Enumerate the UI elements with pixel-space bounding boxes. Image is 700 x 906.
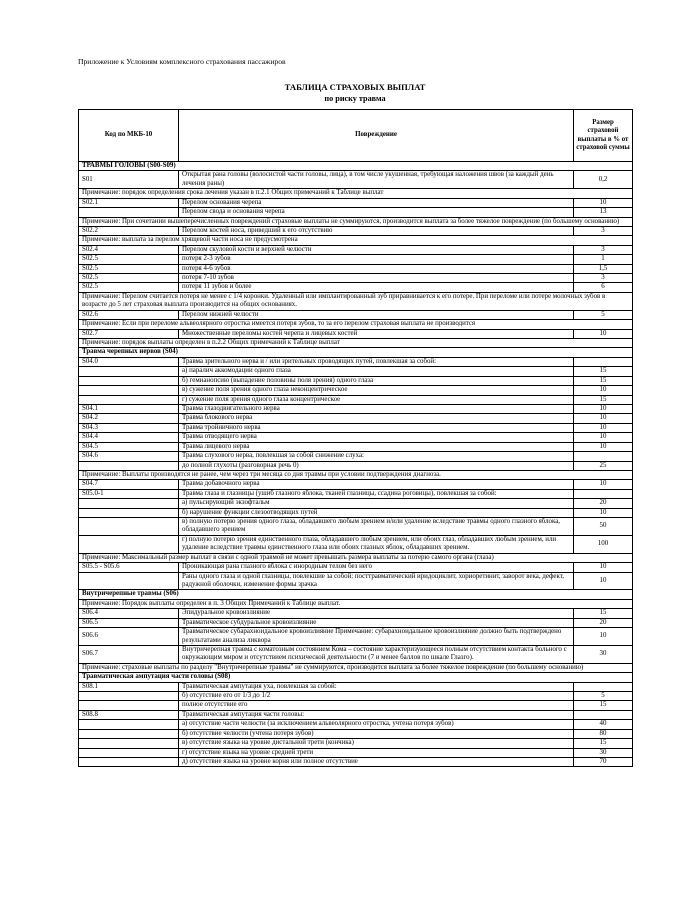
column-header-value: Размер страховой выплаты в % от страховой суммы [574,110,633,162]
note-row [79,470,633,479]
note-cell: Примечание: При сочетании вышеперечисленных повреждений страховые выплаты не суммируются, производится выплата за более тяжелое повреждение (по большему основанию) [79,217,633,226]
code-cell [79,367,179,376]
table-body [79,162,633,767]
injury-cell: б) нарушение функции слезоотводящих путей [179,508,574,517]
section-row [79,162,633,171]
value-cell: 10 [574,508,633,517]
code-cell: S02.5 [79,264,179,273]
injury-cell: а) паралич аккомодации одного глаза [179,367,574,376]
injury-cell: Проникающая рана глазного яблока с инородным телом без него [179,563,574,572]
injury-cell: Травма зрительного нерва и / или зрительных проводящих путей, повлекшая за собой: [179,357,574,366]
table-row [79,682,633,691]
table-row [79,414,633,423]
table-row [79,508,633,517]
code-cell: S04.2 [79,414,179,423]
table-row [79,480,633,489]
section-cell: Травма черепных нервов (S04) [79,348,633,357]
value-cell: 1,5 [574,264,633,273]
annex-note: Приложение к Условиям комплексного страхования пассажиров [78,57,286,66]
value-cell [574,452,633,461]
code-cell [79,395,179,404]
code-cell: S02.5 [79,274,179,283]
code-cell [79,508,179,517]
injury-cell: г) полную потерю зрения единственного глаза, обладавшего любым зрением, или обоих глаз, обладавших любым зрением, или удаление вследствие травмы единственного глаза или обоих глазных яблок, обладавших зрением. [179,535,574,553]
page-title: ТАБЛИЦА СТРАХОВЫХ ВЫПЛАТ [284,82,426,92]
code-cell: S02.4 [79,245,179,254]
injury-cell: Внутричерепная травма с коматозным состоянием Кома – состояние характеризующееся полным отсутствием контакта больного с окружающим миром и отсутствием психической деятельности (7 и менее баллов по шкале Глазго). [179,645,574,663]
note-cell: Примечание: Перелом считается потеря не менее с 1/4 коронки. Удаленный или имплантированный зуб приравнивается к его потере. При переломе или потере молочных зубов в возрасте до 5 лет страховая выплата производится на общих основаниях. [79,292,633,310]
code-cell [79,386,179,395]
note-cell: Примечание: страховые выплаты по разделу "Внутричерепные травмы" не суммируются, производится выплата за более тяжелое повреждение (по большему основанию) [79,663,633,672]
table-row [79,563,633,572]
table-row [79,701,633,710]
table-row [79,499,633,508]
value-cell: 15 [574,376,633,385]
value-cell: 25 [574,461,633,470]
code-cell: S08.8 [79,710,179,719]
value-cell: 10 [574,433,633,442]
table-row [79,628,633,646]
value-cell [574,357,633,366]
table-row [79,264,633,273]
note-row [79,217,633,226]
value-cell: 40 [574,720,633,729]
injury-cell: Перелом свода и основания черепа [179,208,574,217]
code-cell [79,758,179,767]
note-cell: Примечание: порядок определения срока лечения указан в п.2.1 Общих примечаний к Таблице выплат [79,189,633,198]
injury-cell: д) отсутствие языка на уровне корня или полное отсутствие [179,758,574,767]
title-block [78,82,632,103]
table-row [79,171,633,189]
code-cell: S08.1 [79,682,179,691]
note-cell: Примечание: выплата за перелом хрящевой части носа не предусмотрена [79,236,633,245]
injury-cell: Травматическая ампутация части головы: [179,710,574,719]
value-cell: 10 [574,414,633,423]
value-cell: 15 [574,701,633,710]
injury-cell: потеря 2-3 зубов [179,255,574,264]
table-row [79,442,633,451]
code-cell: S04.7 [79,480,179,489]
value-cell: 3 [574,245,633,254]
value-cell: 10 [574,386,633,395]
injury-cell: Травматическое субарахноидальное кровоизлияние Примечание: субарахноидальное кровоизлияние должно быть подтверждено результатами анализа ликвора [179,628,574,646]
injury-cell: Травма отводящего нерва [179,433,574,442]
value-cell: 10 [574,329,633,338]
value-cell: 5 [574,310,633,319]
table-row [79,739,633,748]
table-row [79,198,633,207]
injury-cell: Раны одного глаза и одной глазницы, повлекшие за собой: посттравматический иридоциклит, хориоретинит, заворот века, дефект, радужной оболочки, изменение формы зрачка [179,572,574,590]
table-row [79,367,633,376]
injury-cell: а) пульсирующий экзофтальм [179,499,574,508]
injury-cell: а) отсутствие части челюсти (за исключением альвеолярного отростка, учтена потеря зубов) [179,720,574,729]
code-cell [79,748,179,757]
value-cell: 10 [574,572,633,590]
value-cell: 10 [574,563,633,572]
note-row [79,553,633,562]
code-cell [79,572,179,590]
injury-cell: Перелом нижней челюсти [179,310,574,319]
table-row [79,618,633,627]
injury-cell: Травма добавочного нерва [179,480,574,489]
note-row [79,292,633,310]
table-row [79,423,633,432]
note-row [79,320,633,329]
note-row [79,236,633,245]
code-cell [79,535,179,553]
injury-cell: г) сужение поля зрения одного глаза концентрическое [179,395,574,404]
note-row [79,189,633,198]
value-cell: 10 [574,423,633,432]
value-cell: 10 [574,628,633,646]
section-row [79,348,633,357]
value-cell: 6 [574,283,633,292]
code-cell: S06.4 [79,609,179,618]
table-row [79,329,633,338]
code-cell [79,376,179,385]
table-row [79,720,633,729]
table-row [79,310,633,319]
value-cell: 10 [574,404,633,413]
injury-cell: б) отсутствие челюсти (учтена потеря зубов) [179,729,574,738]
code-cell: S04.4 [79,433,179,442]
value-cell: 1 [574,255,633,264]
table-row [79,452,633,461]
table-row [79,395,633,404]
column-header-code: Код по МКБ-10 [79,110,179,162]
value-cell [574,489,633,498]
section-row [79,673,633,682]
table-header-row [79,110,633,162]
value-cell: 15 [574,739,633,748]
injury-cell: Перелом скуловой кости и верхней челюсти [179,245,574,254]
table-row [79,461,633,470]
table-row [79,645,633,663]
value-cell: 13 [574,208,633,217]
value-cell: 20 [574,618,633,627]
section-row [79,590,633,599]
table-row [79,692,633,701]
injury-cell: в) отсутствие языка на уровне дистальной трети (кончика) [179,739,574,748]
code-cell: S02.5 [79,283,179,292]
note-cell: Примечание: Если при переломе альвеолярного отростка имеется потеря зубов, то за его перелом страховая выплата не производится [79,320,633,329]
injury-cell: в) полную потерю зрения одного глаза, обладавшего любым зрением и/или удаление вследствие травмы одного глазного яблока, обладавшего зрением [179,518,574,536]
value-cell: 30 [574,748,633,757]
table-row [79,255,633,264]
value-cell: 80 [574,729,633,738]
code-cell [79,720,179,729]
table-row [79,758,633,767]
section-cell: Внутричерепные травмы (S06) [79,590,633,599]
injury-cell: Травма слухового нерва, повлекшая за собой снижение слуха: [179,452,574,461]
injury-cell: потеря 7-10 зубов [179,274,574,283]
table-row [79,710,633,719]
table-row [79,386,633,395]
injury-cell: Множественные переломы костей черепа и лицевых костей [179,329,574,338]
value-cell: 15 [574,367,633,376]
code-cell: S04.0 [79,357,179,366]
value-cell: 70 [574,758,633,767]
code-cell [79,729,179,738]
code-cell [79,518,179,536]
code-cell: S04.3 [79,423,179,432]
value-cell [574,682,633,691]
table-row [79,245,633,254]
table-row [79,518,633,536]
code-cell: S06.5 [79,618,179,627]
note-cell: Примечание: Порядок выплаты определен в п. 3 Общих Примечаний к Таблице выплат. [79,599,633,608]
injury-cell: Травма лицевого нерва [179,442,574,451]
table-row [79,729,633,738]
insurance-payout-table [78,109,633,767]
value-cell: 20 [574,499,633,508]
section-cell: Травматическая ампутация части головы (S08) [79,673,633,682]
note-cell: Примечание: Максимальный размер выплат в связи с одной травмой не может превышать размера выплаты за потерю самого органа (глаза) [79,553,633,562]
note-cell: Примечание: Выплаты производятся не ранее, чем через три месяца со дня травмы при условии подтверждения диагноза. [79,470,633,479]
value-cell: 30 [574,645,633,663]
injury-cell: полное отсутствие его [179,701,574,710]
code-cell [79,499,179,508]
note-row [79,599,633,608]
code-cell [79,692,179,701]
injury-cell: б) гемианопсию (выпадение половины поля зрения) одного глаза [179,376,574,385]
value-cell: 3 [574,226,633,235]
injury-cell: Травма глаза и глазницы (ушиб глазного яблока, тканей глазницы, ссадина роговицы), повлекшая за собой: [179,489,574,498]
code-cell: S02.1 [79,198,179,207]
table-row [79,208,633,217]
table-row [79,357,633,366]
injury-cell: Травма тройничного нерва [179,423,574,432]
value-cell: 0,2 [574,171,633,189]
injury-cell: г) отсутствие языка на уровне средней трети [179,748,574,757]
code-cell: S05.5 - S05.6 [79,563,179,572]
code-cell: S02.7 [79,329,179,338]
value-cell: 15 [574,609,633,618]
value-cell: 100 [574,535,633,553]
injury-cell: б) отсутствие его от 1/3 до 1/2 [179,692,574,701]
code-cell: S02.6 [79,310,179,319]
value-cell: 10 [574,198,633,207]
value-cell: 3 [574,274,633,283]
code-cell: S06.6 [79,628,179,646]
column-header-injury: Повреждение [179,110,574,162]
code-cell: S05.0-1 [79,489,179,498]
injury-cell: потеря 4-6 зубов [179,264,574,273]
table-row [79,404,633,413]
code-cell [79,701,179,710]
injury-cell: до полной глухоты (разговорная речь 0) [179,461,574,470]
value-cell: 5 [574,692,633,701]
value-cell: 50 [574,518,633,536]
table-row [79,489,633,498]
code-cell [79,739,179,748]
injury-cell: в) сужение поля зрения одного глаза неконцентрическое [179,386,574,395]
value-cell [574,710,633,719]
injury-cell: Травма глазодвигательного нерва [179,404,574,413]
code-cell: S06.7 [79,645,179,663]
injury-cell: Открытая рана головы (волосистой части головы, лица), в том числе укушенная, требующая наложения швов (за каждый день лечения раны) [179,171,574,189]
injury-cell: Перелом основания черепа [179,198,574,207]
value-cell: 10 [574,442,633,451]
code-cell: S04.5 [79,442,179,451]
table-row [79,226,633,235]
table-row [79,274,633,283]
code-cell: S01 [79,171,179,189]
code-cell: S04.1 [79,404,179,413]
code-cell: S02.2 [79,226,179,235]
table-row [79,433,633,442]
code-cell [79,461,179,470]
note-cell: Примечание: порядок выплаты определен в п.2.2 Общих примечаний к Таблице выплат [79,339,633,348]
code-cell [79,208,179,217]
table-row [79,748,633,757]
table-row [79,283,633,292]
code-cell: S04.6 [79,452,179,461]
injury-cell: Травматическое субдуральное кровоизлияние [179,618,574,627]
value-cell: 15 [574,395,633,404]
injury-cell: Перелом костей носа, приведший к его отсутствию [179,226,574,235]
section-cell: ТРАВМЫ ГОЛОВЫ (S00-S09) [79,162,633,171]
table-row [79,376,633,385]
note-row [79,339,633,348]
injury-cell: Эпидуральное кровоизлияние [179,609,574,618]
injury-cell: Травма блокового нерва [179,414,574,423]
table-row [79,535,633,553]
note-row [79,663,633,672]
value-cell: 10 [574,480,633,489]
code-cell: S02.5 [79,255,179,264]
injury-cell: потеря 11 зубов и более [179,283,574,292]
table-row [79,609,633,618]
injury-cell: Травматическая ампутация уха, повлекшая за собой: [179,682,574,691]
page-subtitle: по риску травма [324,94,386,103]
table-row [79,572,633,590]
